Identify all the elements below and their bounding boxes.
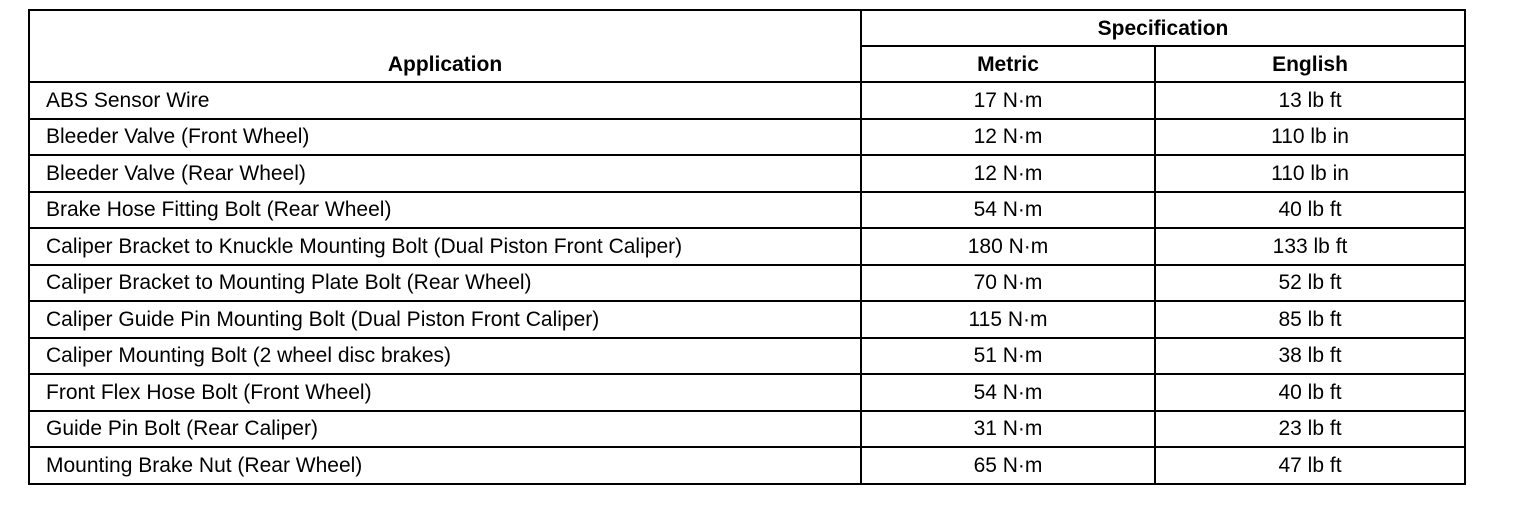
- english-cell: 23 lb ft: [1155, 411, 1465, 448]
- application-cell: Front Flex Hose Bolt (Front Wheel): [29, 374, 861, 411]
- metric-cell: 12 N·m: [861, 119, 1155, 156]
- metric-header: Metric: [861, 46, 1155, 82]
- metric-cell: 12 N·m: [861, 155, 1155, 192]
- header-row: [29, 10, 1465, 46]
- english-cell: 40 lb ft: [1155, 374, 1465, 411]
- table-row: [29, 119, 1465, 156]
- table-row: [29, 228, 1465, 265]
- table-row: [29, 411, 1465, 448]
- metric-cell: 70 N·m: [861, 265, 1155, 302]
- application-cell: Caliper Guide Pin Mounting Bolt (Dual Piston Front Caliper): [29, 301, 861, 338]
- application-header: Application: [29, 10, 861, 82]
- english-cell: 85 lb ft: [1155, 301, 1465, 338]
- metric-cell: 51 N·m: [861, 338, 1155, 375]
- fastener-spec-table: [28, 9, 1466, 485]
- metric-cell: 54 N·m: [861, 192, 1155, 229]
- application-cell: Caliper Bracket to Knuckle Mounting Bolt (Dual Piston Front Caliper): [29, 228, 861, 265]
- english-cell: 40 lb ft: [1155, 192, 1465, 229]
- english-cell: 133 lb ft: [1155, 228, 1465, 265]
- table-header: [29, 10, 1465, 82]
- english-cell: 38 lb ft: [1155, 338, 1465, 375]
- application-cell: Brake Hose Fitting Bolt (Rear Wheel): [29, 192, 861, 229]
- metric-cell: 54 N·m: [861, 374, 1155, 411]
- table-row: [29, 338, 1465, 375]
- application-cell: Bleeder Valve (Front Wheel): [29, 119, 861, 156]
- table-row: [29, 82, 1465, 119]
- table-row: [29, 265, 1465, 302]
- application-cell: Bleeder Valve (Rear Wheel): [29, 155, 861, 192]
- metric-cell: 31 N·m: [861, 411, 1155, 448]
- english-cell: 13 lb ft: [1155, 82, 1465, 119]
- table-row: [29, 192, 1465, 229]
- metric-cell: 65 N·m: [861, 447, 1155, 484]
- english-cell: 110 lb in: [1155, 155, 1465, 192]
- application-cell: Guide Pin Bolt (Rear Caliper): [29, 411, 861, 448]
- application-cell: ABS Sensor Wire: [29, 82, 861, 119]
- application-cell: Mounting Brake Nut (Rear Wheel): [29, 447, 861, 484]
- english-cell: 110 lb in: [1155, 119, 1465, 156]
- metric-cell: 17 N·m: [861, 82, 1155, 119]
- table-row: [29, 374, 1465, 411]
- table-row: [29, 155, 1465, 192]
- english-cell: 47 lb ft: [1155, 447, 1465, 484]
- metric-cell: 180 N·m: [861, 228, 1155, 265]
- english-cell: 52 lb ft: [1155, 265, 1465, 302]
- table-body: [29, 82, 1465, 484]
- table-row: [29, 447, 1465, 484]
- application-cell: Caliper Mounting Bolt (2 wheel disc brakes): [29, 338, 861, 375]
- application-cell: Caliper Bracket to Mounting Plate Bolt (Rear Wheel): [29, 265, 861, 302]
- english-header: English: [1155, 46, 1465, 82]
- specification-header: Specification: [861, 10, 1465, 46]
- metric-cell: 115 N·m: [861, 301, 1155, 338]
- table-row: [29, 301, 1465, 338]
